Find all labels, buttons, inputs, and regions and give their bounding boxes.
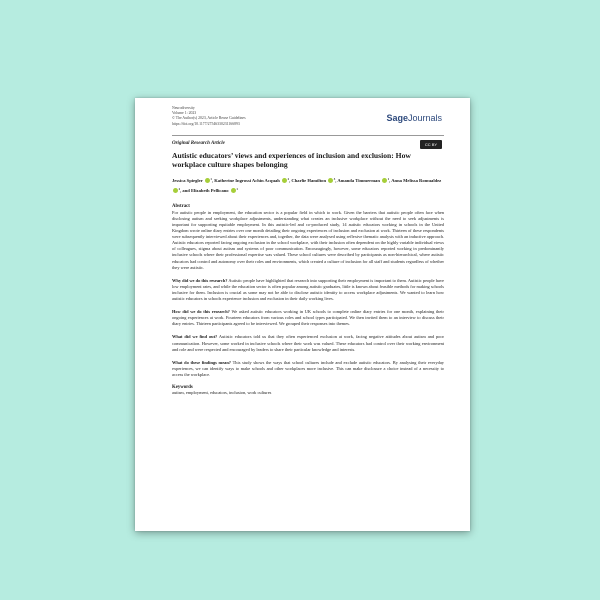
author-name: Charlie Hamilton: [291, 178, 327, 183]
lay-summary-section: [172, 309, 444, 327]
section-question: What did we find out?: [172, 334, 218, 340]
lay-summary-section: [172, 360, 444, 378]
section-answer: This study shows the ways that school cultures include and exclude autistic educators. By analysing their everyday experiences, we can identify ways to make schools and other workplaces more inclusive. This can make disclosure a choice instead of a necessity to access the workplace.: [172, 359, 444, 377]
orcid-icon[interactable]: [382, 178, 387, 183]
keywords-heading: Keywords: [172, 384, 193, 390]
doi-link[interactable]: https://doi.org/10.1177/27546330231166893: [172, 121, 240, 126]
section-question: What do these findings mean?: [172, 359, 231, 365]
keywords-text: autism, employment, educators, inclusion, work cultures: [172, 389, 272, 395]
sage-journals-logo: SageJournals: [386, 113, 442, 123]
orcid-icon[interactable]: [205, 178, 210, 183]
author-name: Amanda Timmerman: [337, 178, 380, 183]
article-title: Autistic educators’ views and experiences of inclusion and exclusion: How workplace culture shapes belonging: [172, 150, 411, 170]
lay-summary-section: [172, 334, 444, 352]
section-answer: Autistic educators told us that they often experienced exclusion at work, facing negative attitudes about autism and poor communication. However, some worked in inclusive schools where their work was valued. These educators had control over their working environment and role and were respected and encouraged by leaders to share their particular knowledge and interests.: [172, 334, 444, 352]
orcid-icon[interactable]: [231, 188, 236, 193]
author-name: Katherine Ingrossi Achin Acquah: [214, 178, 280, 183]
journal-meta: [172, 106, 322, 127]
header-divider: [172, 135, 444, 136]
author-name: Anna Melissa Romualdez: [391, 178, 442, 183]
author-list: Jessica Spiegler $^1$, Katherine Ingrossi Achin Acquah $^2$, Charlie Hamilton $^3$, Amanda Timmerman $^1$, Anna Melissa Romualdez $^2$, and Elizabeth Pellicano $^1$: [172, 177, 442, 194]
orcid-icon[interactable]: [173, 188, 178, 193]
author-name: and Elizabeth Pellicano: [182, 188, 229, 194]
abstract-heading: Abstract: [172, 203, 190, 209]
article-page: [135, 98, 470, 531]
abstract-text: For autistic people in employment, the education sector is a popular field in which to work. Given the barriers that autistic people often face when disclosing autism and seeking workplace adjustments, understanding what creates an inclusive workplace without the need to seek adjustments is important for supporting equitable employment. In this autistic-led and co-produced study, 14 autistic educators working in schools in the United Kingdom wrote online diary entries over one month detailing their ongoing experiences of inclusion and exclusion at work. Thirteen of these respondents were subsequently interviewed about their experiences and, together, the data were analysed using reflexive thematic analysis with an inductive approach. Autistic educators reported facing ongoing exclusion in the school workplace, with their inclusion often dependent on the highly variable individual views of colleagues, stigma about autism and systems of poor communication. Encouragingly, however, some educators reported working in predominantly inclusive schools where their professional expertise was valued. These school cultures were described by participants as non-hierarchical, where autistic educators had control and autonomy over their roles and environments, which created a culture of inclusion for all staff and students regardless of whether they were autistic.: [172, 209, 444, 270]
copyright-line: © The Author(s) 2023, Article Reuse Guidelines: [172, 116, 246, 121]
orcid-icon[interactable]: [282, 178, 287, 183]
section-answer: We asked autistic educators working in UK schools to complete online diary entries for one month, explaining their ongoing experiences at work. Fourteen educators from various roles and school types participated. We then invited them to an interview to discuss their diary entries. Thirteen participants agreed to be interviewed. We grouped their responses into themes.: [172, 309, 444, 327]
cc-license-badge: CC BY: [420, 140, 442, 149]
section-question: How did we do this research?: [172, 309, 230, 315]
orcid-icon[interactable]: [328, 178, 333, 183]
lay-summary-section: [172, 278, 444, 302]
section-answer: Autistic people have highlighted that research into supporting their employment is important to them. Autistic people have low employment rates, and while the education sector is often popular among autistic graduates, little is known about feasible methods for making schools inclusive for them. Inclusion is crucial as some may not be able to disclose autistic identity to access workplace adjustments. We wanted to learn how autistic educators in schools experience inclusion and exclusion in their daily working lives.: [172, 277, 444, 302]
article-type: Original Research Article: [172, 140, 225, 146]
journal-volume: Volume 1: 2023: [172, 111, 197, 116]
section-question: Why did we do this research?: [172, 277, 228, 283]
journal-name: Neurodiversity: [172, 106, 195, 110]
author-name: Jessica Spiegler: [172, 178, 203, 183]
